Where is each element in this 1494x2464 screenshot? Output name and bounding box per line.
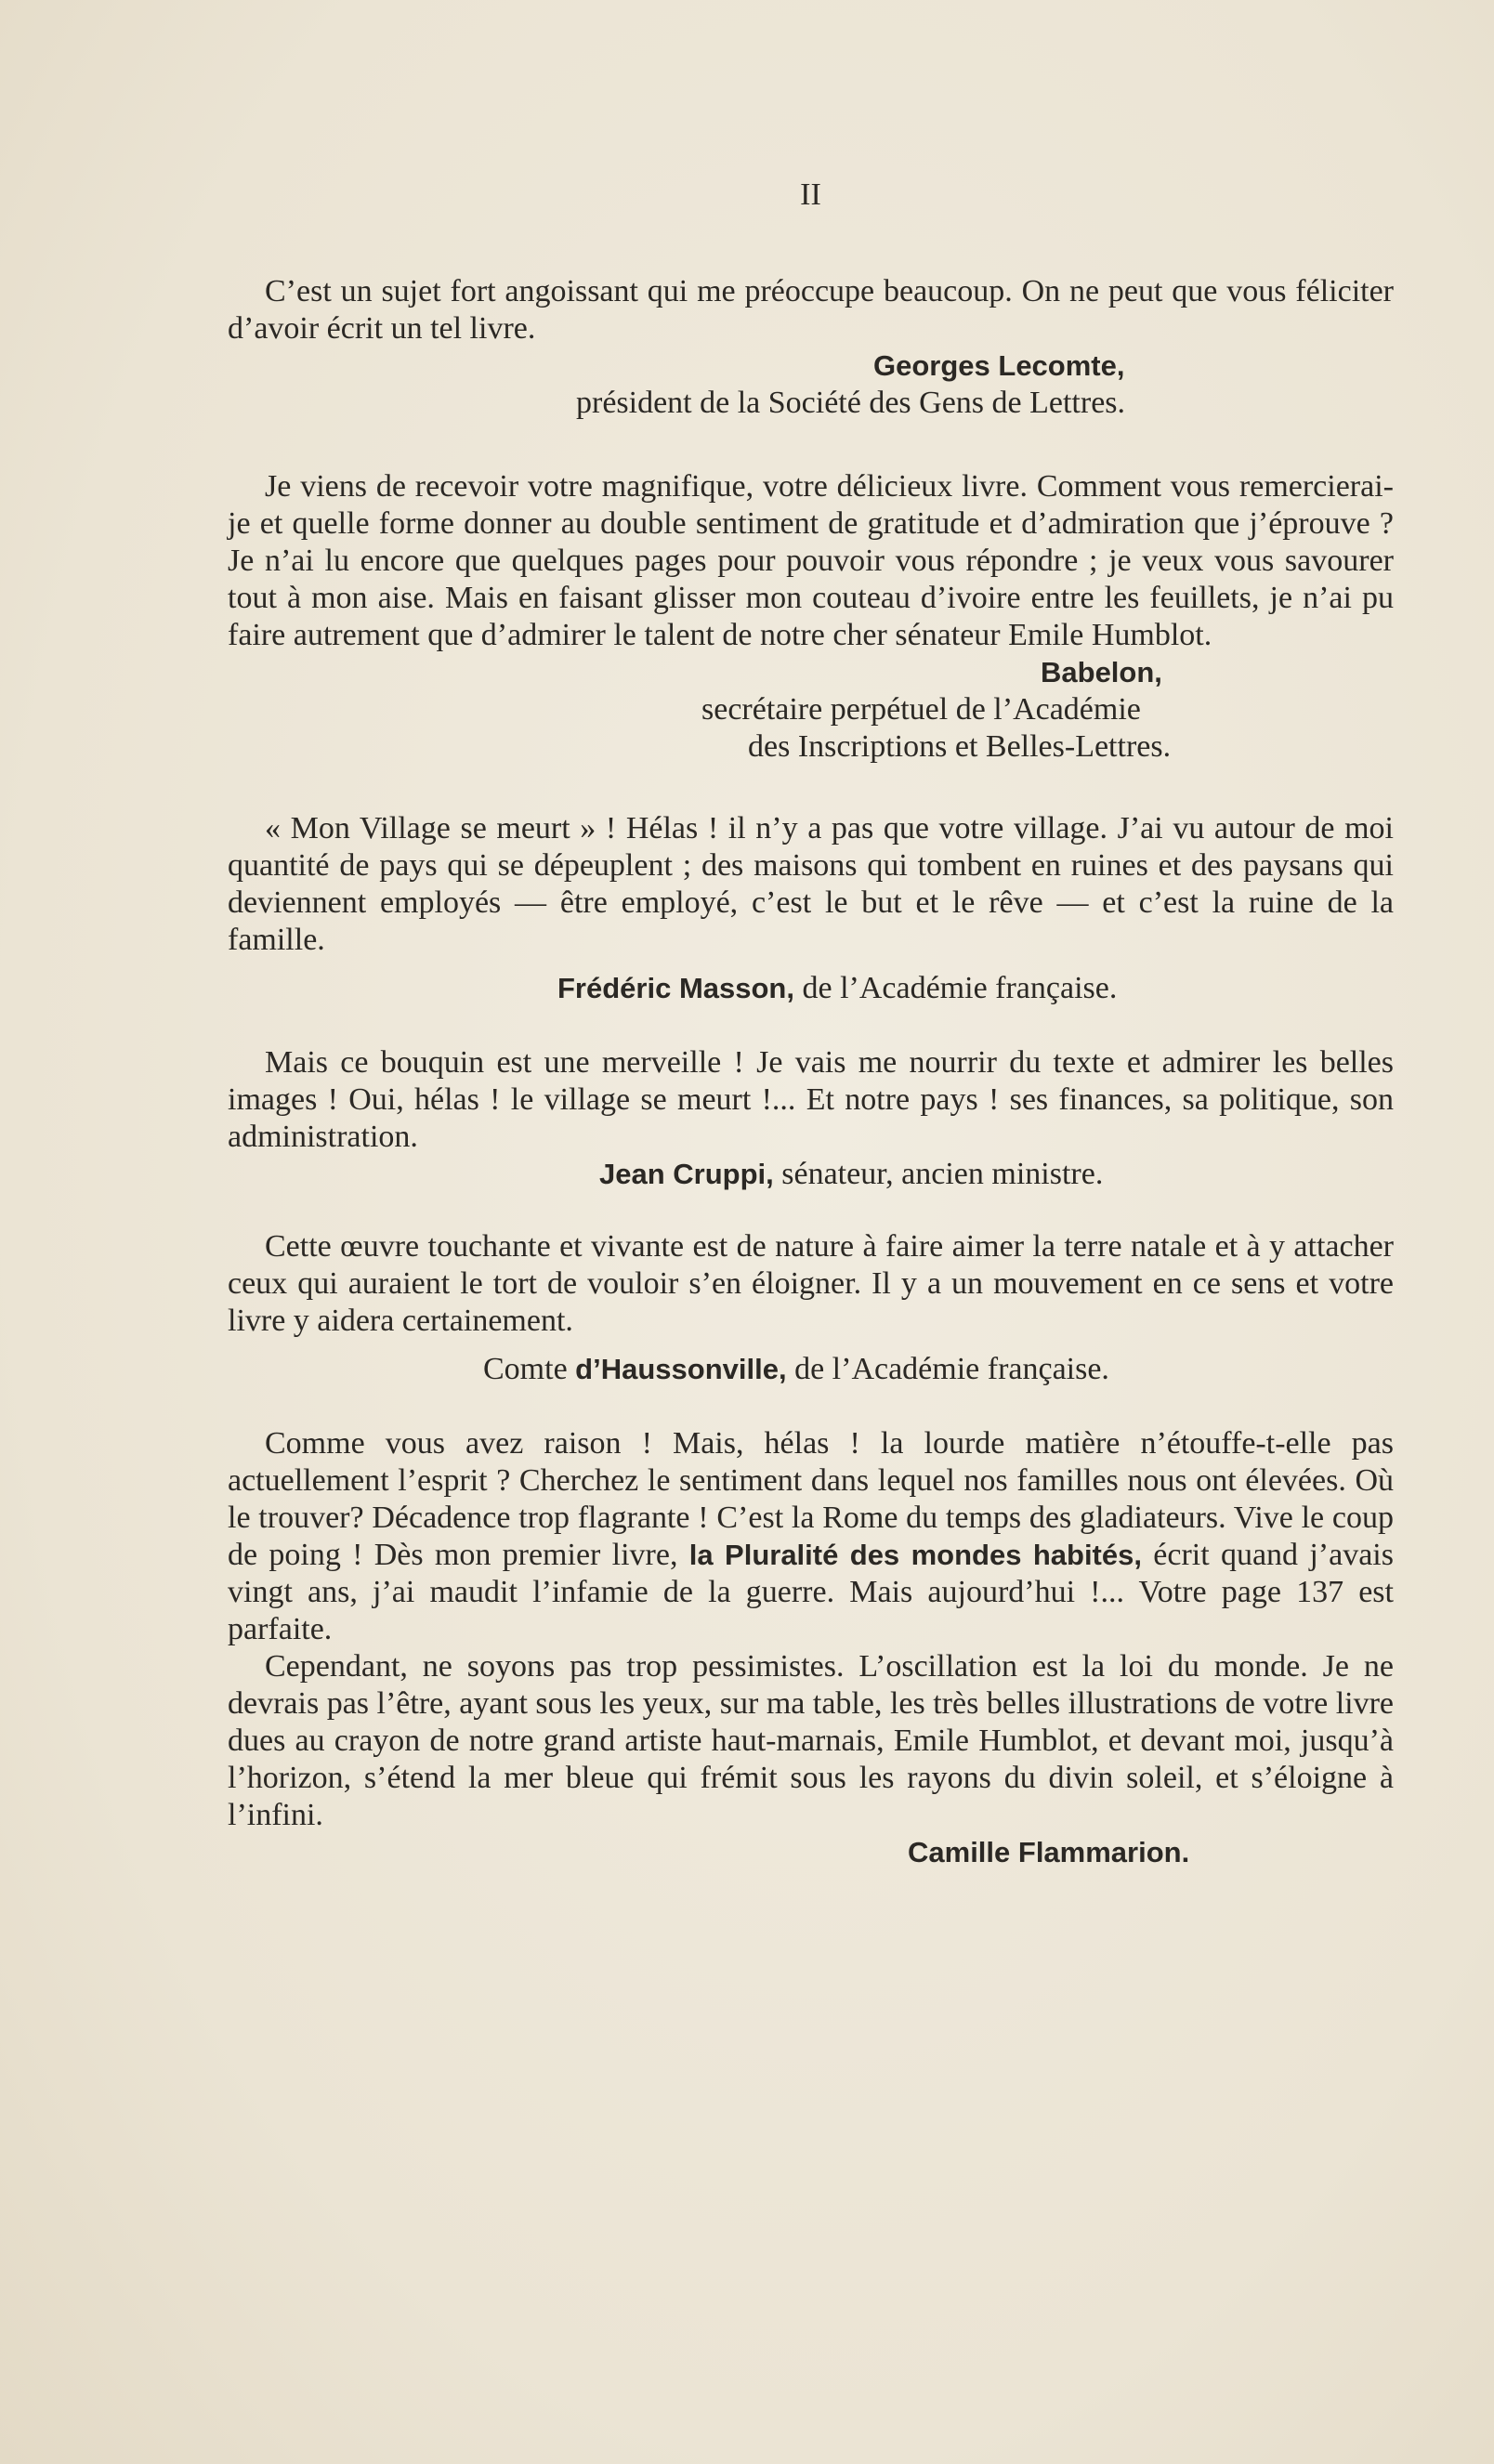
page-number: II bbox=[800, 177, 821, 212]
letter-masson bbox=[228, 810, 1394, 1007]
letter-text: Je viens de recevoir votre magnifique, votre délicieux livre. Comment vous remercierai-je et quelle forme donner au double sentiment de gratitude et d’admiration que j’éprouve ? Je n’ai lu encore que quelques pages pour pouvoir vous répondre ; je veux vous savourer tout à mon aise. Mais en faisant glisser mon couteau d’ivoire entre les feuillets, je n’ai pu faire autrement que d’admirer le talent de notre cher sénateur Emile Humblot. bbox=[228, 469, 1394, 652]
signature: Comte d’Haussonville, de l’Académie française. bbox=[483, 1352, 1109, 1386]
signature: Frédéric Masson, de l’Académie française. bbox=[557, 971, 1118, 1005]
letter-text: Mais ce bouquin est une merveille ! Je vais me nourrir du texte et admirer les belles images ! Oui, hélas ! le village se meurt !... Et notre pays ! ses finances, sa politique, son administration. bbox=[228, 1045, 1394, 1154]
letter-text: Cette œuvre touchante et vivante est de nature à faire aimer la terre natale et à y attacher ceux qui auraient le tort de vouloir s’en éloigner. Il y a un mouvement en ce sens et votre livre y aidera certainement. bbox=[228, 1229, 1394, 1338]
book-title: la Pluralité des mondes habités, bbox=[688, 1539, 1142, 1571]
signature-name: Georges Lecomte, bbox=[873, 349, 1125, 382]
letter-haussonville bbox=[228, 1228, 1394, 1388]
signature-title: président de la Société des Gens de Lettres. bbox=[576, 386, 1126, 420]
signature: Jean Cruppi, sénateur, ancien ministre. bbox=[599, 1157, 1104, 1191]
letter-flammarion bbox=[228, 1425, 1394, 1871]
letter-text: « Mon Village se meurt » ! Hélas ! il n’y a pas que votre village. J’ai vu autour de moi quantité de pays qui se dépeuplent ; des maisons qui tombent en ruines et des paysans qui deviennent employés — être employé, c’est le but et le rêve — et c’est la ruine de la famille. bbox=[228, 811, 1394, 957]
letter-text: C’est un sujet fort angoissant qui me préoccupe beaucoup. On ne peut que vous féliciter d’avoir écrit un tel livre. bbox=[228, 274, 1394, 346]
letter-text: Comme vous avez raison ! Mais, hélas ! la lourde matière n’étouffe-t-elle pas actuellement l’esprit ? Cherchez le sentiment dans lequel nos familles nous ont élevées. Où le trouver? Décadence trop flagrante ! C’est la Rome du temps des gladiateurs. Vive le coup de poing ! Dès mon premier livre, la Pluralité des mondes habités, écrit quand j’avais vingt ans, j’ai maudit l’infamie de la guerre. Mais aujourd’hui !... Votre page 137 est parfaite. bbox=[228, 1426, 1394, 1646]
signature-title: secrétaire perpétuel de l’Académie bbox=[701, 692, 1141, 727]
signature-name: Babelon, bbox=[1041, 656, 1162, 688]
letter-text-2: Cependant, ne soyons pas trop pessimistes. L’oscillation est la loi du monde. Je ne devrais pas l’être, ayant sous les yeux, sur ma table, les très belles illustrations de votre livre dues au crayon de notre grand artiste haut-marnais, Emile Humblot, et devant moi, jusqu’à l’horizon, s’étend la mer bleue qui frémit sous les rayons du divin soleil, et s’éloigne à l’infini. bbox=[228, 1649, 1394, 1832]
signature-name: Camille Flammarion. bbox=[908, 1836, 1190, 1868]
letter-lecomte bbox=[228, 273, 1394, 422]
page-content bbox=[228, 177, 1394, 1918]
letter-babelon bbox=[228, 468, 1394, 766]
signature-title-2: des Inscriptions et Belles-Lettres. bbox=[748, 729, 1172, 764]
letter-cruppi bbox=[228, 1044, 1394, 1193]
